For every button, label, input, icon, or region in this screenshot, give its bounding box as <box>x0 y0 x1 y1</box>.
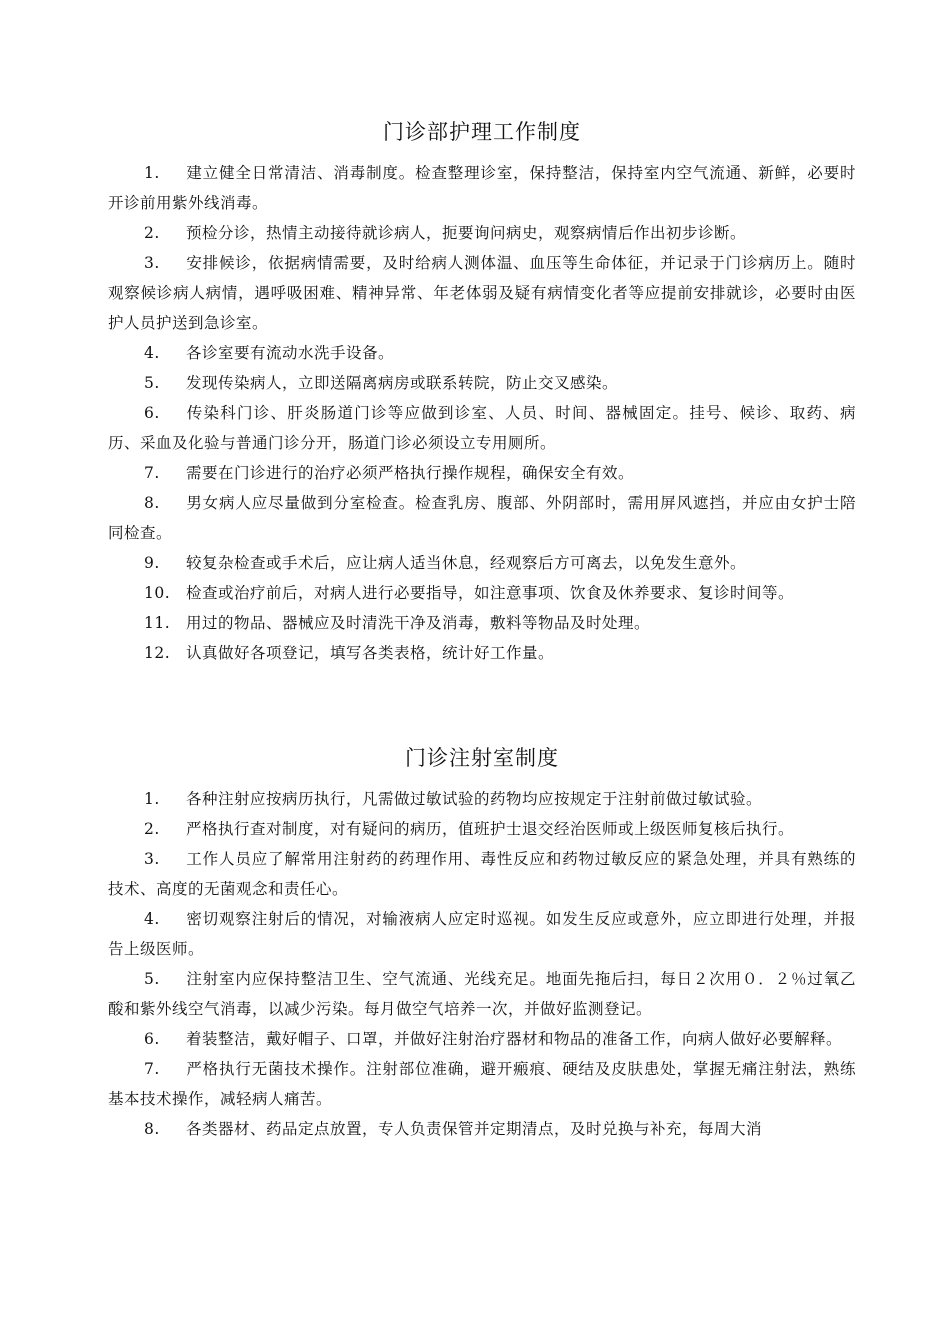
rule-text: 男女病人应尽量做到分室检查。检查乳房、腹部、外阴部时，需用屏风遮挡，并应由女护士陪同检查。 <box>108 494 856 542</box>
rule-item <box>108 1114 856 1144</box>
rule-item <box>108 368 856 398</box>
rule-item <box>108 1054 856 1114</box>
rule-text: 发现传染病人，立即送隔离病房或联系转院，防止交叉感染。 <box>186 374 619 392</box>
rule-number: 7. <box>144 464 160 482</box>
rule-number: 5. <box>144 374 160 392</box>
rule-text: 较复杂检查或手术后，应让病人适当休息，经观察后方可离去，以免发生意外。 <box>186 554 747 572</box>
rules-list <box>108 158 856 668</box>
section-title: 门诊注射室制度 <box>405 746 559 770</box>
rule-item <box>108 1024 856 1054</box>
rule-item <box>108 814 856 844</box>
rule-item <box>108 338 856 368</box>
rule-text: 工作人员应了解常用注射药的药理作用、毒性反应和药物过敏反应的紧急处理，并具有熟练的技术、高度的无菌观念和责任心。 <box>108 850 856 898</box>
rule-number: 4. <box>144 344 160 362</box>
rule-number: 3. <box>144 850 160 868</box>
rule-text: 各诊室要有流动水洗手设备。 <box>186 344 395 362</box>
rule-text: 严格执行无菌技术操作。注射部位准确，避开瘢痕、硬结及皮肤患处，掌握无痛注射法，熟练基本技术操作，减轻病人痛苦。 <box>108 1060 856 1108</box>
rule-text: 传染科门诊、肝炎肠道门诊等应做到诊室、人员、时间、器械固定。挂号、候诊、取药、病历、采血及化验与普通门诊分开，肠道门诊必须设立专用厕所。 <box>108 404 856 452</box>
rule-number: 1. <box>144 790 160 808</box>
rule-number: 11. <box>144 614 171 632</box>
rule-item <box>108 218 856 248</box>
rule-number: 7. <box>144 1060 160 1078</box>
rule-item <box>108 964 856 1024</box>
rule-text: 需要在门诊进行的治疗必须严格执行操作规程，确保安全有效。 <box>186 464 635 482</box>
rule-number: 1. <box>144 164 160 182</box>
rule-text: 密切观察注射后的情况，对输液病人应定时巡视。如发生反应或意外，应立即进行处理，并报告上级医师。 <box>108 910 856 958</box>
rule-item <box>108 608 856 638</box>
nursing-rules-section <box>108 116 856 668</box>
rule-number: 6. <box>144 1030 160 1048</box>
rule-number: 10. <box>144 584 171 602</box>
rule-text: 各类器材、药品定点放置，专人负责保管并定期清点，及时兑换与补充，每周大消 <box>186 1120 763 1138</box>
rules-list <box>108 784 856 1144</box>
rule-number: 8. <box>144 494 160 512</box>
rule-item <box>108 904 856 964</box>
rule-text: 严格执行查对制度，对有疑问的病历，值班护士退交经治医师或上级医师复核后执行。 <box>186 820 795 838</box>
rule-number: 5. <box>144 970 160 988</box>
rule-number: 8. <box>144 1120 160 1138</box>
rule-text: 建立健全日常清洁、消毒制度。检查整理诊室，保持整洁，保持室内空气流通、新鲜，必要时开诊前用紫外线消毒。 <box>108 164 856 212</box>
injection-room-rules-section <box>108 742 856 1144</box>
section-title: 门诊部护理工作制度 <box>383 120 581 144</box>
rule-number: 3. <box>144 254 160 272</box>
rule-text: 预检分诊，热情主动接待就诊病人，扼要询问病史，观察病情后作出初步诊断。 <box>186 224 747 242</box>
rule-text: 安排候诊，依据病情需要，及时给病人测体温、血压等生命体征，并记录于门诊病历上。随时观察候诊病人病情，遇呼吸困难、精神异常、年老体弱及疑有病情变化者等应提前安排就诊，必要时由医护人员护送到急诊室。 <box>108 254 856 332</box>
rule-text: 着装整洁，戴好帽子、口罩，并做好注射治疗器材和物品的准备工作，向病人做好必要解释。 <box>186 1030 843 1048</box>
rule-item <box>108 784 856 814</box>
rule-item <box>108 398 856 458</box>
rule-item <box>108 844 856 904</box>
rule-number: 6. <box>144 404 160 422</box>
rule-text: 各种注射应按病历执行，凡需做过敏试验的药物均应按规定于注射前做过敏试验。 <box>186 790 763 808</box>
rule-text: 用过的物品、器械应及时清洗干净及消毒，敷料等物品及时处理。 <box>186 614 651 632</box>
rule-item <box>108 578 856 608</box>
rule-item <box>108 638 856 668</box>
rule-number: 2. <box>144 224 160 242</box>
rule-number: 4. <box>144 910 160 928</box>
rule-number: 9. <box>144 554 160 572</box>
rule-text: 注射室内应保持整洁卫生、空气流通、光线充足。地面先拖后扫，每日２次用０．２％过氧乙酸和紫外线空气消毒，以减少污染。每月做空气培养一次，并做好监测登记。 <box>108 970 856 1018</box>
rule-text: 认真做好各项登记，填写各类表格，统计好工作量。 <box>186 644 555 662</box>
rule-number: 2. <box>144 820 160 838</box>
rule-item <box>108 458 856 488</box>
rule-text: 检查或治疗前后，对病人进行必要指导，如注意事项、饮食及休养要求、复诊时间等。 <box>186 584 795 602</box>
rule-item <box>108 488 856 548</box>
rule-item <box>108 158 856 218</box>
rule-item <box>108 548 856 578</box>
rule-item <box>108 248 856 338</box>
rule-number: 12. <box>144 644 171 662</box>
